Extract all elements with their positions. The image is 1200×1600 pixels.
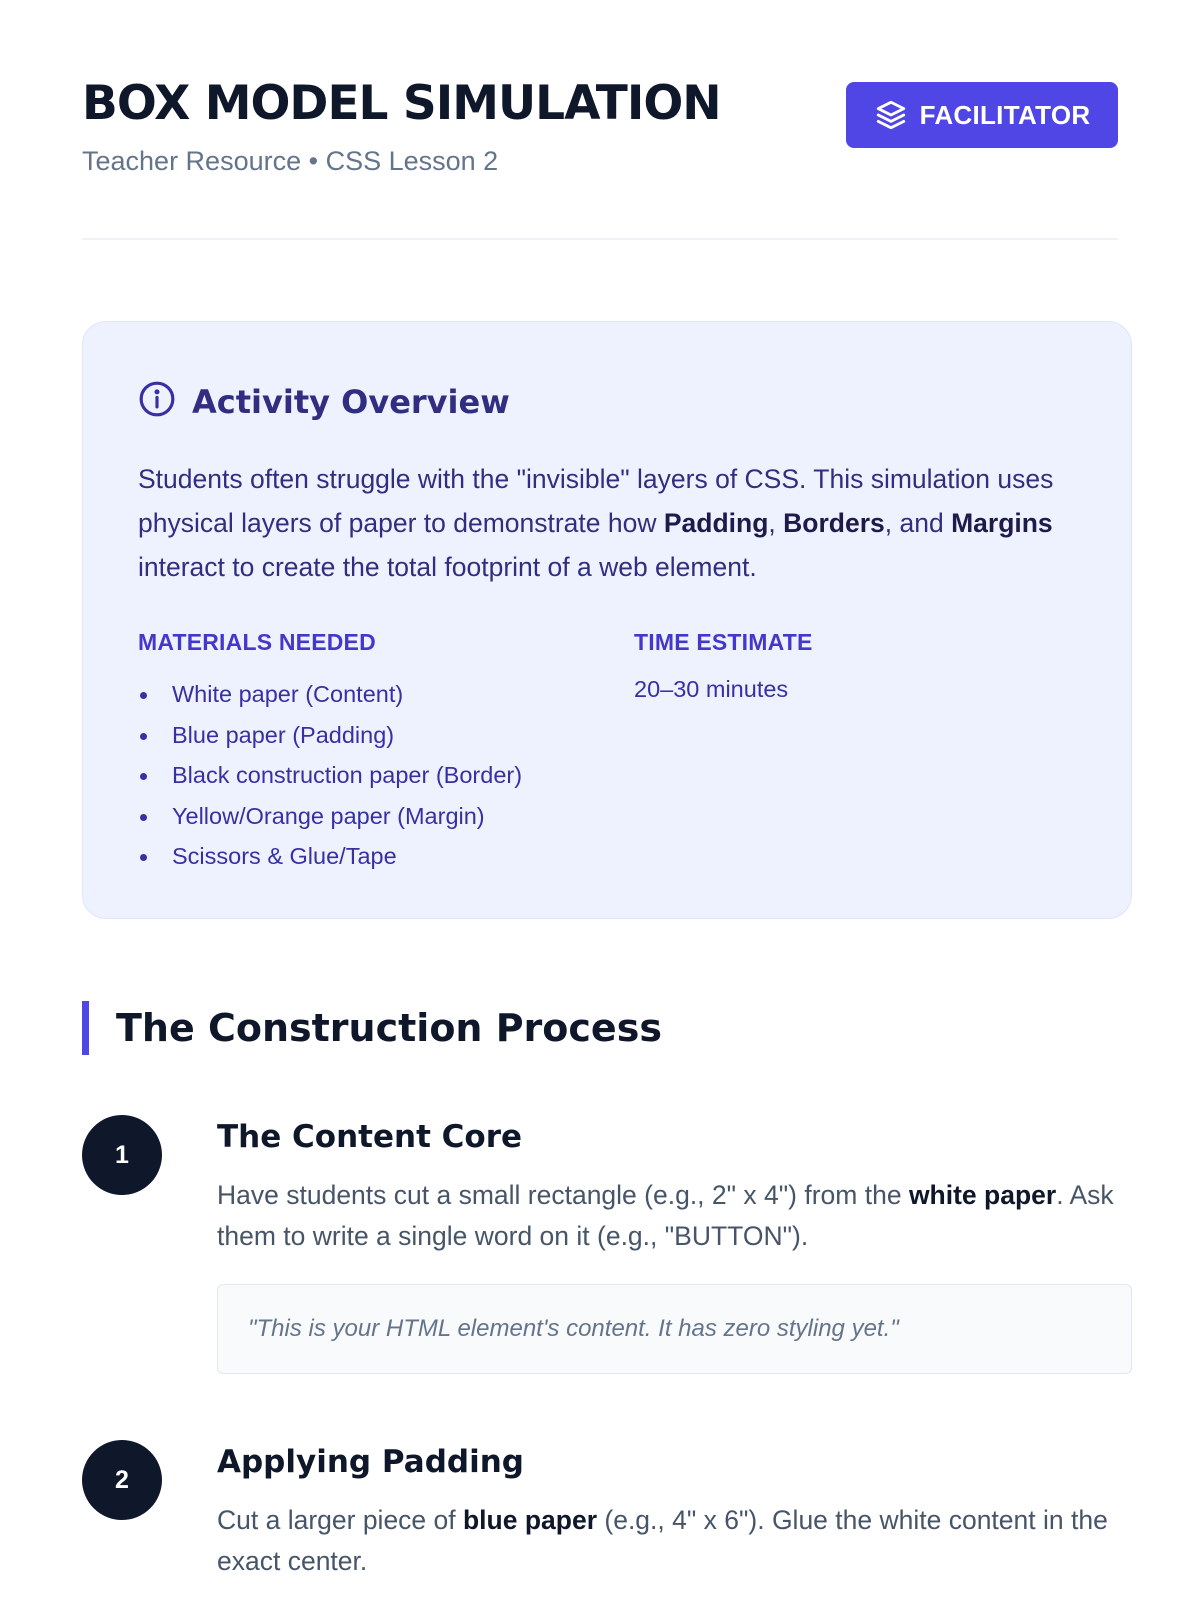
step-description (217, 1500, 1132, 1581)
list-item: White paper (Content) (138, 674, 634, 715)
list-item: Black construction paper (Border) (138, 755, 634, 796)
time-section (634, 629, 813, 877)
description-separator: , (768, 508, 784, 538)
step-body (217, 1119, 1132, 1374)
list-item: Scissors & Glue/Tape (138, 836, 634, 877)
materials-label: MATERIALS NEEDED (138, 629, 376, 655)
list-item: Blue paper (Padding) (138, 715, 634, 756)
page-title: BOX MODEL SIMULATION (82, 76, 721, 131)
step-description (217, 1175, 1132, 1256)
section-title: The Construction Process (116, 1006, 662, 1050)
overview-details (138, 629, 1076, 877)
list-item: Yellow/Orange paper (Margin) (138, 796, 634, 837)
step-number-badge: 2 (82, 1440, 162, 1520)
step-body (217, 1444, 1132, 1581)
term-margins: Margins (951, 508, 1053, 538)
term-padding: Padding (663, 508, 769, 538)
info-icon (138, 380, 176, 423)
activity-overview-title: Activity Overview (192, 382, 510, 421)
term-borders: Borders (783, 508, 885, 538)
time-label: TIME ESTIMATE (634, 629, 813, 655)
activity-overview-description (138, 457, 1076, 589)
facilitator-badge-label: FACILITATOR (919, 99, 1091, 130)
step-highlight: blue paper (463, 1505, 598, 1535)
description-text: interact to create the total footprint of a web element. (138, 552, 757, 582)
step-number-badge: 1 (82, 1115, 162, 1195)
description-separator: , and (884, 508, 952, 538)
description-text: Students often struggle with the "invisible" layers of CSS. This simulation uses physical layers of paper to demonstrate how (138, 464, 1054, 538)
activity-overview-card (82, 321, 1132, 919)
page-header (82, 0, 1118, 240)
step-text: . Ask them to write a single word on it (e.g., "BUTTON"). (217, 1180, 1114, 1251)
activity-overview-header (138, 380, 1076, 423)
step-text: (e.g., 4" x 6"). Glue the white content in the exact center. (217, 1505, 1108, 1576)
step-highlight: white paper (908, 1180, 1057, 1210)
step-title: The Content Core (217, 1119, 523, 1155)
step-text: Cut a larger piece of (217, 1505, 463, 1535)
step-text: Have students cut a small rectangle (e.g., 2" x 4") from the (217, 1180, 909, 1210)
time-value: 20–30 minutes (634, 676, 789, 702)
materials-list (138, 674, 634, 877)
facilitator-badge[interactable] (846, 82, 1118, 148)
step-note-quote: "This is your HTML element's content. It has zero styling yet." (217, 1284, 1132, 1374)
page-subtitle: Teacher Resource • CSS Lesson 2 (82, 146, 499, 176)
layers-icon (874, 98, 908, 132)
construction-process-heading (82, 1001, 662, 1055)
materials-section (138, 629, 634, 877)
step-title: Applying Padding (217, 1444, 524, 1480)
